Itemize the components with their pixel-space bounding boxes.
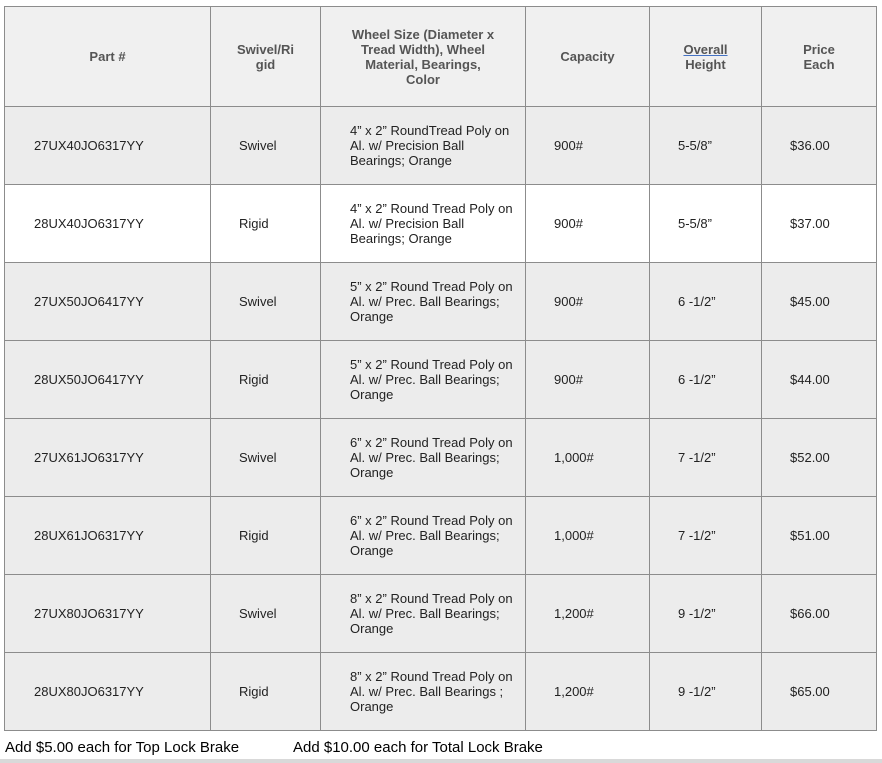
capacity-cell: 900# [526, 185, 650, 263]
wheel-description-cell: 5” x 2” Round Tread Poly on Al. w/ Prec. Ball Bearings; Orange [321, 341, 526, 419]
table-row [5, 341, 877, 419]
wheel-description-cell: 8” x 2” Round Tread Poly on Al. w/ Prec. Ball Bearings; Orange [321, 575, 526, 653]
table-header-row [5, 7, 877, 107]
table-row [5, 185, 877, 263]
header-capacity: Capacity [526, 7, 650, 107]
part-number-cell: 27UX40JO6317YY [5, 107, 211, 185]
wheel-description-cell: 8” x 2” Round Tread Poly on Al. w/ Prec. Ball Bearings ; Orange [321, 653, 526, 731]
part-number-cell: 27UX80JO6317YY [5, 575, 211, 653]
mount-type-cell: Rigid [211, 185, 321, 263]
part-number-cell: 28UX40JO6317YY [5, 185, 211, 263]
capacity-cell: 1,000# [526, 497, 650, 575]
header-overall-height: Overall Height [650, 7, 762, 107]
wheel-description-cell: 6” x 2” Round Tread Poly on Al. w/ Prec. Ball Bearings; Orange [321, 497, 526, 575]
table-row [5, 575, 877, 653]
part-number-cell: 27UX50JO6417YY [5, 263, 211, 341]
overall-height-cell: 6 -1/2” [650, 341, 762, 419]
overall-height-cell: 5-5/8” [650, 185, 762, 263]
overall-height-cell: 6 -1/2” [650, 263, 762, 341]
overall-height-cell: 5-5/8” [650, 107, 762, 185]
mount-type-cell: Rigid [211, 341, 321, 419]
pricing-notes [5, 738, 875, 758]
overall-height-cell: 9 -1/2” [650, 653, 762, 731]
header-price-each: Price Each [762, 7, 877, 107]
part-number-cell: 27UX61JO6317YY [5, 419, 211, 497]
price-cell: $44.00 [762, 341, 877, 419]
capacity-cell: 1,200# [526, 653, 650, 731]
part-number-cell: 28UX80JO6317YY [5, 653, 211, 731]
part-number-cell: 28UX50JO6417YY [5, 341, 211, 419]
overall-height-cell: 7 -1/2” [650, 419, 762, 497]
wheel-description-cell: 5” x 2” Round Tread Poly on Al. w/ Prec. Ball Bearings; Orange [321, 263, 526, 341]
table-row [5, 107, 877, 185]
caster-spec-table [4, 6, 877, 731]
wheel-description-cell: 4” x 2” Round Tread Poly on Al. w/ Precision Ball Bearings; Orange [321, 185, 526, 263]
price-cell: $45.00 [762, 263, 877, 341]
table-row [5, 653, 877, 731]
price-cell: $36.00 [762, 107, 877, 185]
header-wheel-size: Wheel Size (Diameter x Tread Width), Wheel Material, Bearings, Color [321, 7, 526, 107]
table-row [5, 263, 877, 341]
overall-height-cell: 7 -1/2” [650, 497, 762, 575]
price-cell: $66.00 [762, 575, 877, 653]
page-bottom-divider [0, 759, 882, 763]
wheel-description-cell: 4” x 2” RoundTread Poly on Al. w/ Precision Ball Bearings; Orange [321, 107, 526, 185]
table-row [5, 497, 877, 575]
price-cell: $51.00 [762, 497, 877, 575]
price-cell: $37.00 [762, 185, 877, 263]
mount-type-cell: Swivel [211, 263, 321, 341]
wheel-description-cell: 6” x 2” Round Tread Poly on Al. w/ Prec. Ball Bearings; Orange [321, 419, 526, 497]
mount-type-cell: Swivel [211, 419, 321, 497]
table-row [5, 419, 877, 497]
part-number-cell: 28UX61JO6317YY [5, 497, 211, 575]
capacity-cell: 900# [526, 341, 650, 419]
capacity-cell: 900# [526, 107, 650, 185]
price-cell: $52.00 [762, 419, 877, 497]
mount-type-cell: Swivel [211, 575, 321, 653]
header-swivel-rigid: Swivel/Rigid [211, 7, 321, 107]
capacity-cell: 900# [526, 263, 650, 341]
mount-type-cell: Swivel [211, 107, 321, 185]
capacity-cell: 1,200# [526, 575, 650, 653]
capacity-cell: 1,000# [526, 419, 650, 497]
price-cell: $65.00 [762, 653, 877, 731]
mount-type-cell: Rigid [211, 497, 321, 575]
header-part-number: Part # [5, 7, 211, 107]
mount-type-cell: Rigid [211, 653, 321, 731]
top-lock-brake-note: Add $5.00 each for Top Lock Brake [5, 739, 240, 756]
total-lock-brake-note: Add $10.00 each for Total Lock Brake [293, 739, 543, 756]
overall-height-cell: 9 -1/2” [650, 575, 762, 653]
